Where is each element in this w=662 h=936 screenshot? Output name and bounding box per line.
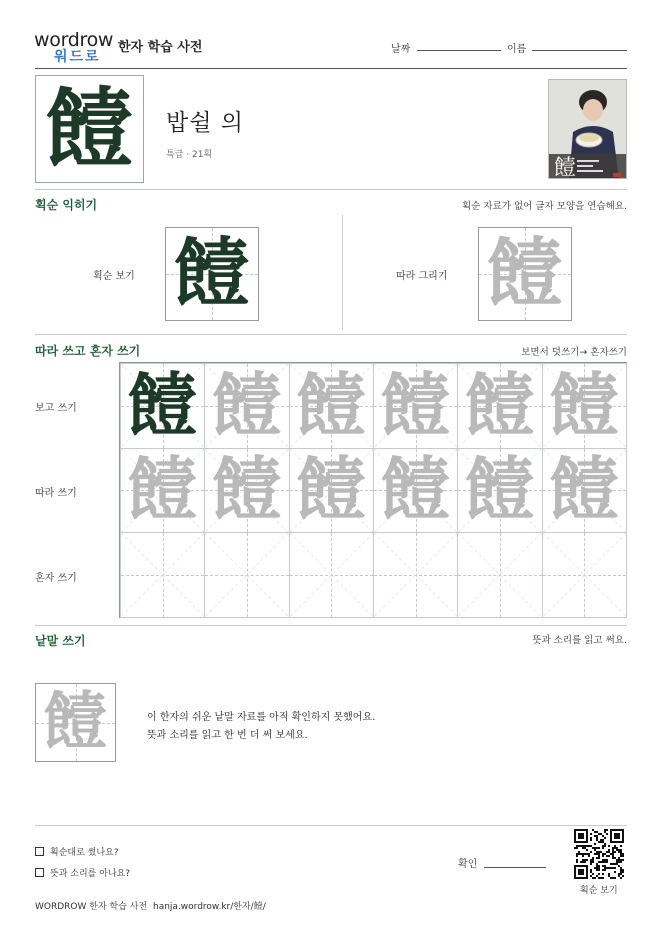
- practice-cell[interactable]: [120, 532, 205, 618]
- qr-code-graphic: [574, 829, 624, 879]
- stroke-section-note: 획순 자료가 없어 글자 모양을 연습해요.: [462, 201, 627, 212]
- practice-trace-character: 饐: [464, 363, 535, 447]
- practice-cell[interactable]: [457, 448, 542, 534]
- check-stroke-label: 획순대로 썼나요?: [50, 848, 119, 858]
- name-field[interactable]: [532, 50, 627, 51]
- date-field[interactable]: [417, 50, 501, 51]
- wordrow-logo[interactable]: [34, 30, 114, 66]
- stroke-section-title: 획순 익히기: [35, 198, 98, 212]
- hero-character-box: [35, 75, 144, 183]
- row-label-look-write: 보고 쓰기: [35, 403, 77, 414]
- practice-grid: [119, 362, 627, 618]
- practice-divider: [35, 625, 627, 626]
- stroke-view-label: 획순 보기: [93, 271, 135, 282]
- stroke-divider: [35, 334, 627, 335]
- practice-trace-character: 饐: [464, 448, 535, 532]
- book-cover-illustration: [549, 80, 627, 179]
- practice-cell[interactable]: [289, 448, 374, 534]
- header-divider: [35, 68, 627, 69]
- checklist-item-meaning[interactable]: [35, 866, 130, 879]
- checkbox-stroke-order[interactable]: [35, 847, 44, 856]
- practice-cell[interactable]: [542, 532, 627, 618]
- svg-text:饐: 饐: [554, 156, 577, 179]
- word-section-note: 뜻과 소리를 읽고 써요.: [532, 635, 627, 646]
- footer-url[interactable]: hanja.wordrow.kr/한자/饐/: [153, 902, 266, 912]
- practice-cell[interactable]: [373, 448, 458, 534]
- date-label: 날짜: [391, 44, 411, 55]
- logo-wordmark: wordrow: [34, 29, 114, 51]
- practice-trace-character: 饐: [380, 363, 451, 447]
- footer-brand: WORDROW 한자 학습 사전: [35, 902, 148, 912]
- word-message-line2: 뜻과 소리를 읽고 한 번 더 써 보세요.: [147, 730, 308, 741]
- confirm-signature-field[interactable]: [484, 867, 546, 868]
- practice-trace-character: 饐: [296, 363, 367, 447]
- practice-cell[interactable]: [204, 363, 289, 449]
- hero-character: 饐: [45, 77, 134, 181]
- row-label-solo-write: 혼자 쓰기: [35, 573, 77, 584]
- word-trace-character: 饐: [43, 684, 108, 760]
- practice-cell[interactable]: [204, 532, 289, 618]
- app-title: 한자 학습 사전: [118, 40, 203, 55]
- checkbox-meaning-sound[interactable]: [35, 868, 44, 877]
- practice-cell[interactable]: [373, 532, 458, 618]
- practice-trace-character: 饐: [127, 448, 198, 532]
- word-message-line1: 이 한자의 쉬운 낱말 자료를 아직 확인하지 못했어요.: [147, 712, 376, 723]
- practice-trace-character: 饐: [549, 448, 620, 532]
- practice-cell[interactable]: [373, 363, 458, 449]
- logo-korean-wordmark: 워드로: [54, 49, 101, 65]
- qr-label: 획순 보기: [580, 886, 618, 896]
- practice-section-note: 보면서 덧쓰기→ 혼자쓰기: [521, 347, 627, 358]
- trace-character: 饐: [487, 229, 563, 318]
- practice-model-character: 饐: [127, 363, 198, 447]
- footer-divider: [35, 825, 627, 826]
- practice-cell[interactable]: [289, 363, 374, 449]
- check-meaning-label: 뜻과 소리를 아나요?: [50, 869, 131, 879]
- practice-cell[interactable]: [120, 448, 205, 534]
- stroke-view-character: 饐: [174, 229, 250, 318]
- trace-label: 따라 그리기: [396, 271, 448, 282]
- name-label: 이름: [507, 44, 527, 55]
- hero-reading: 밥쉴 의: [166, 110, 244, 136]
- word-section-title: 낱말 쓰기: [35, 634, 86, 648]
- qr-code[interactable]: [574, 829, 624, 879]
- practice-cell[interactable]: [120, 363, 205, 449]
- hero-divider: [35, 189, 627, 190]
- practice-trace-character: 饐: [211, 363, 282, 447]
- word-character-box[interactable]: [35, 683, 116, 762]
- practice-section-title: 따라 쓰고 혼자 쓰기: [35, 344, 141, 358]
- practice-cell[interactable]: [204, 448, 289, 534]
- practice-trace-character: 饐: [296, 448, 367, 532]
- confirm-label: 확인: [458, 859, 478, 870]
- practice-trace-character: 饐: [549, 363, 620, 447]
- practice-cell[interactable]: [542, 363, 627, 449]
- stroke-section-separator: [342, 215, 343, 330]
- checklist-item-stroke[interactable]: [35, 845, 119, 858]
- practice-cell[interactable]: [289, 532, 374, 618]
- practice-trace-character: 饐: [211, 448, 282, 532]
- practice-trace-character: 饐: [380, 448, 451, 532]
- practice-cell[interactable]: [457, 532, 542, 618]
- trace-box[interactable]: [478, 227, 572, 321]
- row-label-trace-write: 따라 쓰기: [35, 488, 77, 499]
- stroke-view-box: [165, 227, 259, 321]
- practice-cell[interactable]: [542, 448, 627, 534]
- practice-cell[interactable]: [457, 363, 542, 449]
- hero-meta: 특급 · 21획: [166, 150, 213, 160]
- book-cover-image: [548, 79, 627, 179]
